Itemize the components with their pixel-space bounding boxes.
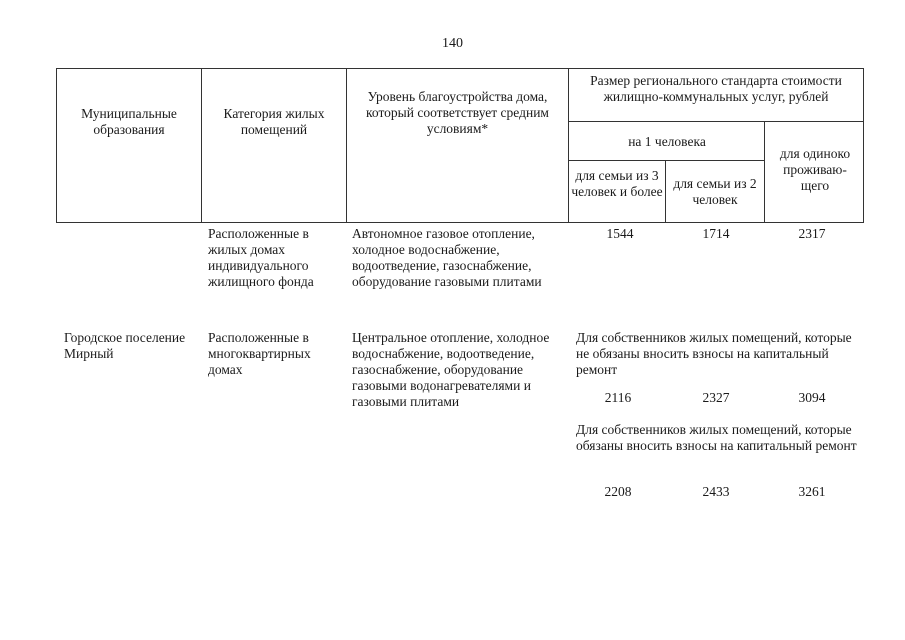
row1-value-single: 2317: [798, 226, 826, 241]
row1-category: Расположенные в жилых домах индивидуального жилищного фонда: [208, 226, 314, 289]
row1-value-family3: 1544: [606, 226, 634, 241]
row2-category: Расположенные в многоквартирных домах: [208, 330, 311, 377]
page-number: 140: [442, 36, 463, 51]
row2-values1-family2: 2327: [702, 390, 730, 405]
row2-level: Центральное отопление, холодное водоснабжение, водоотведение, газоснабжение, оборудование газовыми водонагревателями и газовыми плитами: [352, 330, 550, 409]
row2-values2-family2: 2433: [702, 484, 730, 499]
header-family2: для семьи из 2 человек: [673, 176, 757, 207]
row2-values2-family3: 2208: [604, 484, 632, 499]
header-level: Уровень благоустройства дома, который соответствует средним условиям*: [366, 89, 549, 136]
row2-note1: Для собственников жилых помещений, которые не обязаны вносить взносы на капитальный ремонт: [576, 330, 852, 377]
row2-note2: Для собственников жилых помещений, которые обязаны вносить взносы на капитальный ремонт: [576, 422, 857, 453]
row1-value-family2: 1714: [702, 226, 730, 241]
header-family3: для семьи из 3 человек и более: [571, 168, 663, 199]
header-municipality: Муниципальные образования: [81, 106, 177, 137]
header-per-person: на 1 человека: [628, 134, 706, 149]
row2-values2-single: 3261: [798, 484, 826, 499]
row2-values1-family3: 2116: [604, 390, 632, 405]
row1-level: Автономное газовое отопление, холодное водоснабжение, водоотведение, газоснабжение, оборудование газовыми плитами: [352, 226, 542, 289]
header-single: для одиноко проживаю-щего: [779, 146, 851, 193]
header-category: Категория жилых помещений: [223, 106, 325, 137]
header-standard: Размер регионального стандарта стоимости жилищно-коммунальных услуг, рублей: [590, 73, 842, 104]
row2-values1-single: 3094: [798, 390, 826, 405]
row2-municipality: Городское поселение Мирный: [64, 330, 186, 361]
